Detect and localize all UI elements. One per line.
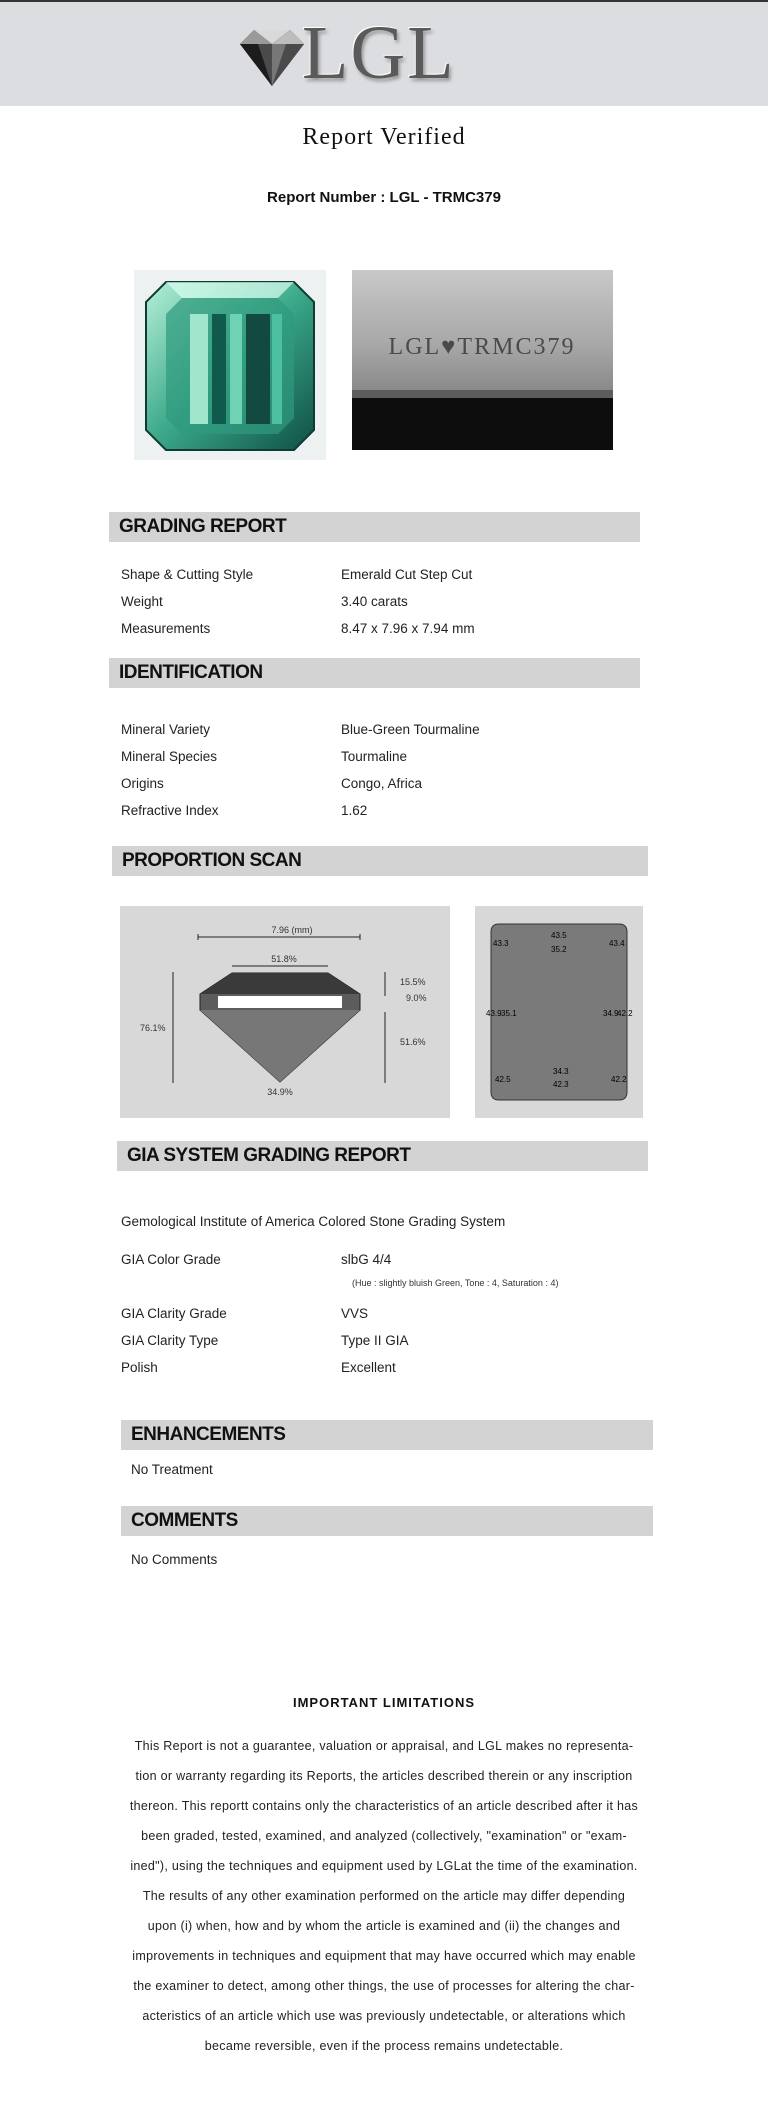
top-right-value: 43.4 (609, 939, 625, 948)
logo-text: LGL (302, 11, 456, 95)
comments-text: No Comments (131, 1552, 218, 1567)
mineral-variety-value: Blue-Green Tourmaline (341, 722, 480, 737)
pavilion-percent: 51.6% (400, 1037, 426, 1047)
weight-value: 3.40 carats (341, 594, 408, 609)
mid-left-value: 43.9 (486, 1009, 502, 1018)
width-label: 7.96 (mm) (271, 925, 313, 935)
gemstone-photo (134, 270, 326, 460)
mid-right-inner-value: 34.9 (603, 1009, 619, 1018)
shape-label: Shape & Cutting Style (121, 567, 254, 582)
shape-value: Emerald Cut Step Cut (341, 567, 473, 582)
top-center-inner-value: 35.2 (551, 945, 567, 954)
inscription-photo (352, 270, 613, 450)
gia-color-label: GIA Color Grade (121, 1252, 221, 1267)
gia-clarity-type-label: GIA Clarity Type (121, 1333, 219, 1348)
limitations-line: acteristics of an article which use was previously undetectable, or alterations which (142, 2009, 626, 2023)
enhancements-header: ENHANCEMENTS (121, 1420, 653, 1450)
limitations-line: thereon. This reportt contains only the characteristics of an article described after it has (129, 1799, 639, 1813)
gia-subtitle: Gemological Institute of America Colored Stone Grading System (121, 1214, 506, 1229)
proportion-top-view (475, 906, 643, 1118)
emerald-cut-gem-icon (134, 270, 326, 460)
enhancements-text: No Treatment (131, 1462, 213, 1477)
limitations-line: The results of any other examination performed on the article may differ depending (142, 1889, 626, 1903)
bottom-center-inner-value: 34.3 (553, 1067, 569, 1076)
limitations-line: upon (i) when, how and by whom the article is examined and (ii) the changes and (147, 1919, 621, 1933)
gia-system-header: GIA SYSTEM GRADING REPORT (117, 1141, 648, 1171)
crown-percent: 15.5% (400, 977, 426, 987)
lgl-logo (232, 11, 492, 96)
table-percent: 51.8% (271, 954, 297, 964)
total-depth-percent: 76.1% (140, 1023, 166, 1033)
girdle-percent: 9.0% (406, 993, 427, 1003)
mineral-variety-label: Mineral Variety (121, 722, 211, 737)
header-band (0, 0, 768, 106)
diamond-logo-icon (232, 22, 312, 92)
mineral-species-value: Tourmaline (341, 749, 408, 764)
culet-percent: 34.9% (267, 1087, 293, 1097)
mineral-species-label: Mineral Species (121, 749, 218, 764)
proportion-side-view (120, 906, 450, 1118)
top-center-value: 43.5 (551, 931, 567, 940)
report-number: Report Number : LGL - TRMC379 (267, 189, 501, 206)
top-left-value: 43.3 (493, 939, 509, 948)
limitations-line: ined"), using the techniques and equipment used by LGLat the time of the examination. (130, 1859, 638, 1873)
limitations-line: the examiner to detect, among other things, the use of processes for altering the char- (133, 1979, 635, 1993)
report-verified-title: Report Verified (302, 124, 466, 150)
measurements-label: Measurements (121, 621, 211, 636)
mid-left-inner-value: 35.1 (501, 1009, 517, 1018)
proportion-scan-header: PROPORTION SCAN (112, 846, 648, 876)
limitations-line: became reversible, even if the process remains undetectable. (204, 2039, 564, 2053)
hue-note: (Hue : slightly bluish Green, Tone : 4, Saturation : 4) (352, 1278, 559, 1288)
limitations-line: been graded, tested, examined, and analyzed (collectively, "examination" or "exam- (141, 1829, 627, 1843)
limitations-line: tion or warranty regarding its Reports, the articles described therein or any inscription (135, 1769, 633, 1783)
refractive-index-label: Refractive Index (121, 803, 219, 818)
bottom-center-value: 42.3 (553, 1080, 569, 1089)
weight-label: Weight (121, 594, 163, 609)
laser-inscription-text: LGL♥TRMC379 (388, 334, 576, 360)
origins-label: Origins (121, 776, 164, 791)
important-limitations-title: IMPORTANT LIMITATIONS (292, 1695, 476, 1710)
polish-value: Excellent (341, 1360, 396, 1375)
limitations-line: improvements in techniques and equipment that may have occurred which may enable (132, 1949, 636, 1963)
gia-clarity-grade-label: GIA Clarity Grade (121, 1306, 227, 1321)
bottom-left-value: 42.5 (495, 1075, 511, 1084)
origins-value: Congo, Africa (341, 776, 423, 791)
polish-label: Polish (121, 1360, 158, 1375)
bottom-right-value: 42.2 (611, 1075, 627, 1084)
comments-header: COMMENTS (121, 1506, 653, 1536)
refractive-index-value: 1.62 (341, 803, 368, 818)
identification-header: IDENTIFICATION (109, 658, 640, 688)
gia-color-value: slbG 4/4 (341, 1252, 392, 1267)
measurements-value: 8.47 x 7.96 x 7.94 mm (341, 621, 475, 636)
grading-report-header: GRADING REPORT (109, 512, 640, 542)
mid-right-value: 42.2 (617, 1009, 633, 1018)
gia-clarity-type-value: Type II GIA (341, 1333, 409, 1348)
limitations-line: This Report is not a guarantee, valuation or appraisal, and LGL makes no representa- (134, 1739, 634, 1753)
gia-clarity-grade-value: VVS (341, 1306, 369, 1321)
